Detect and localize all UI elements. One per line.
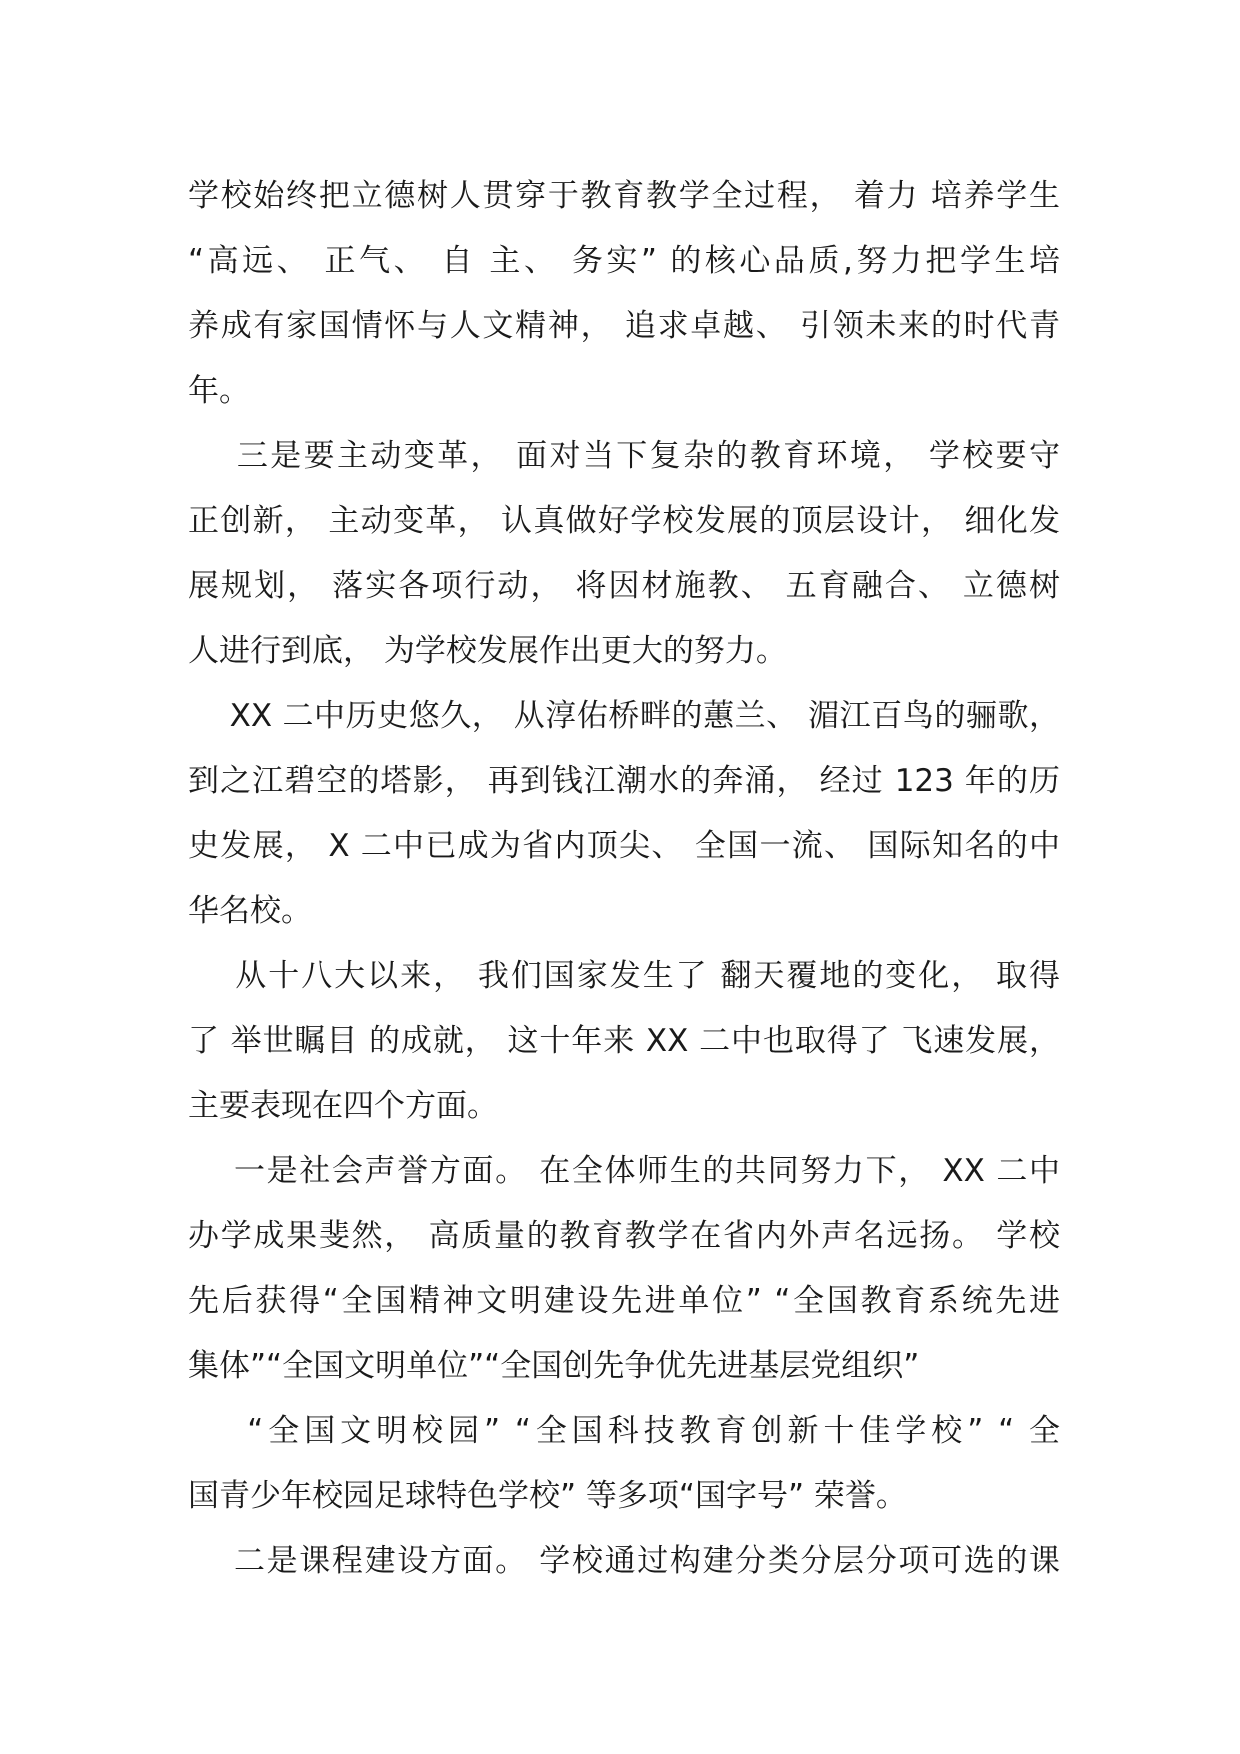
- body-text: [188, 164, 1060, 1594]
- text-line: 先后获得“全国精神文明建设先进单位” “全国教育系统先进: [188, 1283, 1060, 1319]
- text-line: 华名校。: [188, 893, 312, 929]
- text-line: 学校始终把立德树人贯穿于教育教学全过程， 着力 培养学生: [188, 178, 1060, 214]
- text-line: 一是社会声誉方面。 在全体师生的共同努力下， XX 二中: [188, 1153, 1060, 1189]
- text-line: 到之江碧空的塔影， 再到钱江潮水的奔涌， 经过 123 年的历: [188, 763, 1060, 799]
- text-line: 养成有家国情怀与人文精神， 追求卓越、 引领未来的时代青: [188, 308, 1060, 344]
- text-line: 国青少年校园足球特色学校” 等多项“国字号” 荣誉。: [188, 1478, 907, 1514]
- text-line: 正创新， 主动变革， 认真做好学校发展的顶层设计， 细化发: [188, 503, 1060, 539]
- text-line: 主要表现在四个方面。: [188, 1088, 498, 1124]
- text-line: “全国文明校园” “全国科技教育创新十佳学校” “ 全: [188, 1413, 1060, 1449]
- text-line: 三是要主动变革， 面对当下复杂的教育环境， 学校要守: [188, 438, 1060, 474]
- text-line: XX 二中历史悠久， 从淳佑桥畔的蕙兰、 湄江百鸟的骊歌，: [188, 698, 1060, 734]
- text-line: 从十八大以来， 我们国家发生了 翻天覆地的变化， 取得: [188, 958, 1060, 994]
- text-line: 集体”“全国文明单位”“全国创先争优先进基层党组织”: [188, 1348, 920, 1384]
- text-line: 展规划， 落实各项行动， 将因材施教、 五育融合、 立德树: [188, 568, 1060, 604]
- text-line: 办学成果斐然， 高质量的教育教学在省内外声名远扬。 学校: [188, 1218, 1060, 1254]
- text-line: 史发展， X 二中已成为省内顶尖、 全国一流、 国际知名的中: [188, 828, 1060, 864]
- text-line: 了 举世瞩目 的成就， 这十年来 XX 二中也取得了 飞速发展，: [188, 1023, 1060, 1059]
- text-line: “高远、 正气、 自 主、 务实” 的核心品质,努力把学生培: [188, 243, 1060, 279]
- text-line: 人进行到底， 为学校发展作出更大的努力。: [188, 633, 787, 669]
- text-line: 年。: [188, 373, 250, 409]
- text-line: 二是课程建设方面。 学校通过构建分类分层分项可选的课: [188, 1543, 1060, 1579]
